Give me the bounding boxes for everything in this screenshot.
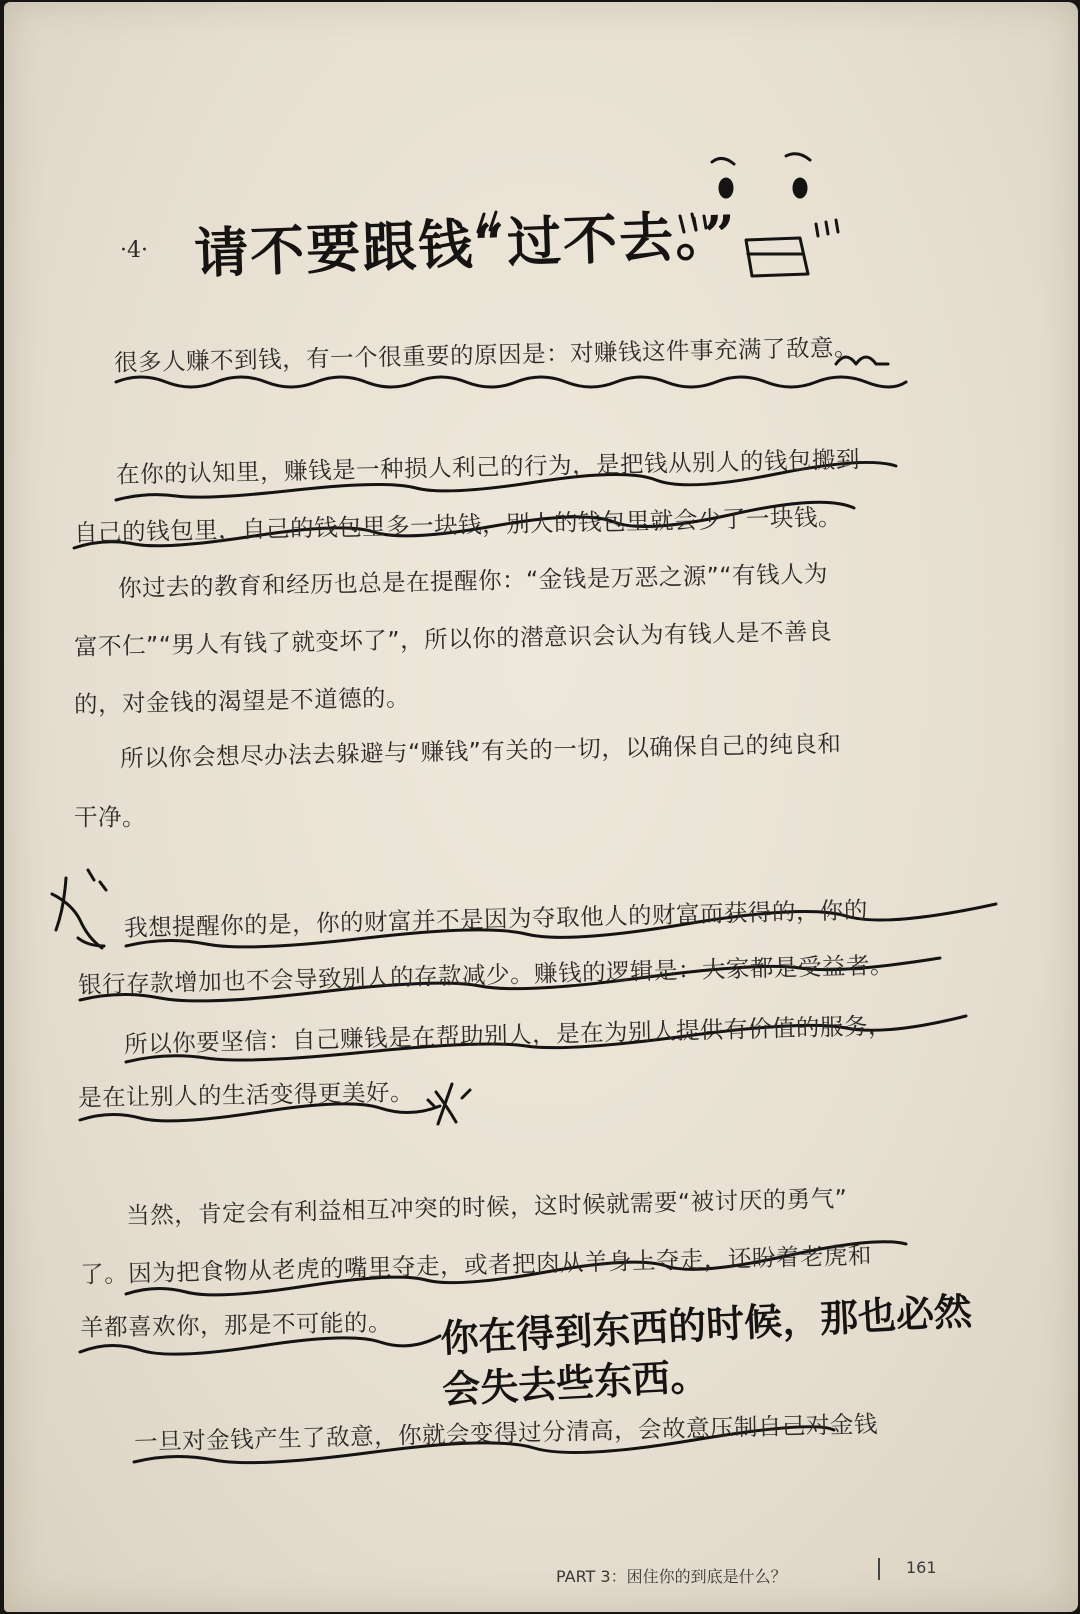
paragraph-line: 自己的钱包里，自己的钱包里多一块钱，别人的钱包里就会少了一块钱。 [73, 502, 843, 548]
paragraph-line: 干净。 [74, 803, 146, 831]
handwritten-note-line-2: 会失去些东西。 [441, 1353, 710, 1412]
handwritten-note-line-1: 你在得到东西的时候，那也必然 [439, 1288, 973, 1361]
paragraph-line: 很多人赚不到钱，有一个很重要的原因是：对赚钱这件事充满了敌意。 [113, 333, 859, 377]
handwritten-chapter-title: 请不要跟钱“过不去。” [193, 202, 739, 286]
footer-section-title: PART 3：困住你的到底是什么？ [556, 1567, 787, 1586]
chapter-number: ·4· [120, 238, 148, 263]
paragraph-line: 在你的认知里，赚钱是一种损人利己的行为，是把钱从别人的钱包搬到 [115, 445, 861, 489]
page-number: 161 [906, 1558, 937, 1577]
paragraph-line: 是在让别人的生活变得更美好。 [77, 1078, 415, 1112]
paragraph-line: 羊都喜欢你，那是不可能的。 [79, 1308, 393, 1342]
paragraph-line: 你过去的教育和经历也总是在提醒你：“金钱是万恶之源”“有钱人为 [117, 559, 829, 603]
footer-divider [878, 1558, 880, 1580]
paragraph-line: 富不仁”“男人有钱了就变坏了”，所以你的潜意识会认为有钱人是不善良 [73, 617, 833, 661]
paragraph-line: 的，对金钱的渴望是不道德的。 [73, 683, 411, 719]
book-page [4, 2, 1078, 1612]
paragraph-line: 所以你要坚信：自己赚钱是在帮助别人，是在为别人提供有价值的服务， [123, 1011, 893, 1059]
paragraph-line: 银行存款增加也不会导致别人的存款减少。赚钱的逻辑是：大家都是受益者。 [77, 951, 895, 999]
paragraph-line: 所以你会想尽办法去躲避与“赚钱”有关的一切，以确保自己的纯良和 [119, 729, 842, 773]
paragraph-line: 当然，肯定会有利益相互冲突的时候，这时候就需要“被讨厌的勇气” [125, 1184, 848, 1230]
paragraph-line: 我想提醒你的是，你的财富并不是因为夺取他人的财富而获得的，你的 [123, 895, 869, 943]
paragraph-line: 一旦对金钱产生了敌意，你就会变得过分清高，会故意压制自己对金钱 [133, 1409, 879, 1457]
paragraph-line: 了。因为把食物从老虎的嘴里夺走，或者把肉从羊身上夺走，还盼着老虎和 [79, 1241, 873, 1289]
bi-character-mark-icon [52, 870, 106, 948]
bi-character-mark-2-icon [428, 1084, 470, 1124]
